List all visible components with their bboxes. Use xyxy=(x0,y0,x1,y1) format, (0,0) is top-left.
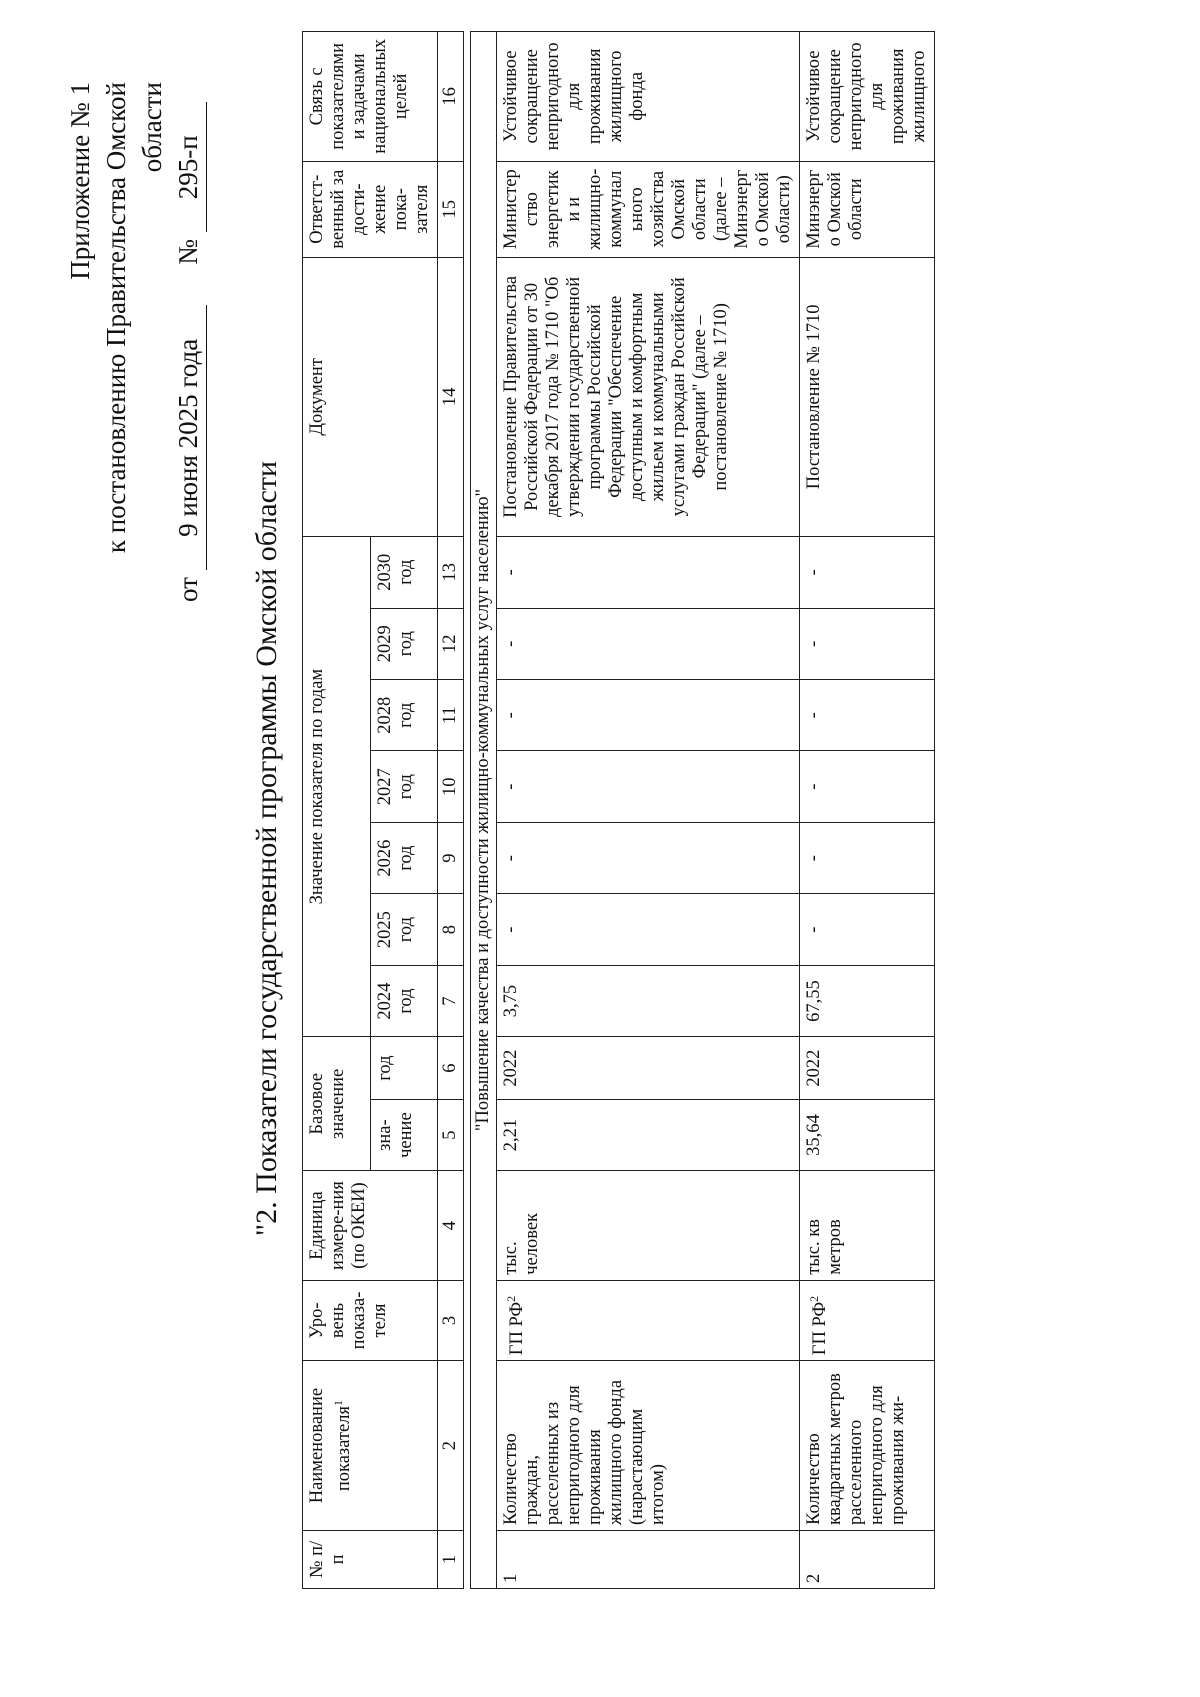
document-reference: Постановление Правительства Российской Федерации от 30 декабря 2017 года № 1710 "Об утверждении государственной программы Российской Федерации "Обеспечение доступным и комфортным жильем и коммунальными услугами граждан Российской Федерации" (далее – постановление № 1710) xyxy=(497,257,800,536)
responsible-body: Министерство энергетики и жилищно-коммунального хозяйства Омской области (далее – Минэнерго Омской области) xyxy=(497,161,800,257)
col-header-link: Связь с показателями и задачами национальных целей xyxy=(303,32,438,162)
appendix-label: Приложение № 1 xyxy=(65,82,95,280)
year-value: - xyxy=(800,894,935,965)
column-number: 14 xyxy=(438,257,464,536)
year-value: - xyxy=(800,608,935,679)
col-header-year: 2025 год xyxy=(370,894,438,965)
col-header-values-by-year: Значение показателя по годам xyxy=(303,536,371,1036)
year-value: 3,75 xyxy=(497,965,800,1036)
responsible-body: Минэнерго Омской области xyxy=(800,161,935,257)
indicator-unit: тыс. человек xyxy=(497,1171,800,1280)
column-number: 7 xyxy=(438,965,464,1036)
col-header-year: 2028 год xyxy=(370,679,438,750)
column-number: 9 xyxy=(438,822,464,893)
year-value: - xyxy=(800,751,935,822)
col-header-responsible: Ответст-венный за дости-жение пока-зателя xyxy=(303,161,438,257)
column-number: 6 xyxy=(438,1037,464,1100)
column-number: 1 xyxy=(438,1530,464,1588)
col-header-year: 2024 год xyxy=(370,965,438,1036)
col-header-year: 2027 год xyxy=(370,751,438,822)
base-value: 35,64 xyxy=(800,1099,935,1170)
section-row xyxy=(471,32,497,1589)
indicator-unit: тыс. кв метров xyxy=(800,1171,935,1280)
column-number: 12 xyxy=(438,608,464,679)
column-number: 13 xyxy=(438,536,464,608)
col-header-year: 2029 год xyxy=(370,608,438,679)
column-number: 8 xyxy=(438,894,464,965)
year-value: - xyxy=(497,751,800,822)
col-header-document: Документ xyxy=(303,257,438,536)
indicator-level: ГП $РФ^2$ xyxy=(800,1280,935,1360)
year-value: - xyxy=(800,536,935,608)
col-header-level: Уро-вень показа-теля xyxy=(303,1280,438,1360)
document-header xyxy=(62,82,207,602)
header-row-1 xyxy=(303,32,371,1589)
col-header-base-year: год xyxy=(370,1037,438,1100)
base-year: 2022 xyxy=(800,1037,935,1100)
national-goal-link: Устойчивое сокращение непригодного для проживания жилищного xyxy=(800,32,935,162)
col-header-name: Наименование показателя$^1$ xyxy=(303,1361,438,1531)
resolution-number: 295-п xyxy=(170,102,207,232)
date-line xyxy=(170,82,207,602)
column-number: 16 xyxy=(438,32,464,162)
from-label: от xyxy=(173,577,203,602)
table-row xyxy=(497,32,800,1589)
year-value: - xyxy=(497,894,800,965)
indicator-level: ГП $РФ^2$ xyxy=(497,1280,800,1360)
year-value: - xyxy=(800,679,935,750)
document-reference: Постановление № 1710 xyxy=(800,257,935,536)
resolution-date: 9 июня 2025 года xyxy=(170,305,207,570)
column-number: 4 xyxy=(438,1171,464,1280)
column-numbers-row xyxy=(438,32,464,1589)
base-value: 2,21 xyxy=(497,1099,800,1170)
indicator-name: Количество граждан, расселенных из непригодного для проживания жилищного фонда (нарастающим итогом) xyxy=(497,1361,800,1531)
col-header-unit: Единица измере-ния (по ОКЕИ) xyxy=(303,1171,438,1280)
col-header-num: № п/п xyxy=(303,1530,438,1588)
indicators-table xyxy=(302,31,935,1589)
base-year: 2022 xyxy=(497,1037,800,1100)
column-number: 5 xyxy=(438,1099,464,1170)
year-value: - xyxy=(497,822,800,893)
row-num: 1 xyxy=(497,1530,800,1588)
row-num: 2 xyxy=(800,1530,935,1588)
column-number: 10 xyxy=(438,751,464,822)
year-value: - xyxy=(497,608,800,679)
column-number: 3 xyxy=(438,1280,464,1360)
year-value: 67,55 xyxy=(800,965,935,1036)
column-number: 15 xyxy=(438,161,464,257)
year-value: - xyxy=(497,679,800,750)
col-header-base-value: зна-чение xyxy=(370,1099,438,1170)
table-row xyxy=(800,32,935,1589)
section-title: "Повышение качества и доступности жилищно-коммунальных услуг населению" xyxy=(471,32,497,1589)
col-header-year: 2026 год xyxy=(370,822,438,893)
national-goal-link: Устойчивое сокращение непригодного для проживания жилищного фонда xyxy=(497,32,800,162)
col-header-year: 2030 год xyxy=(370,536,438,608)
column-number: 2 xyxy=(438,1361,464,1531)
number-label: № xyxy=(173,239,203,265)
page-title: "2. Показатели государственной программы Омской области xyxy=(250,460,283,1237)
year-value: - xyxy=(497,536,800,608)
year-value: - xyxy=(800,822,935,893)
indicator-name: Количество квадратных метров расселенного непригодного для проживания жи- xyxy=(800,1361,935,1531)
resolution-reference: к постановлению Правительства Омской области xyxy=(101,82,167,554)
table-gap xyxy=(464,32,471,1589)
col-header-base: Базовое значение xyxy=(303,1037,371,1171)
column-number: 11 xyxy=(438,679,464,750)
